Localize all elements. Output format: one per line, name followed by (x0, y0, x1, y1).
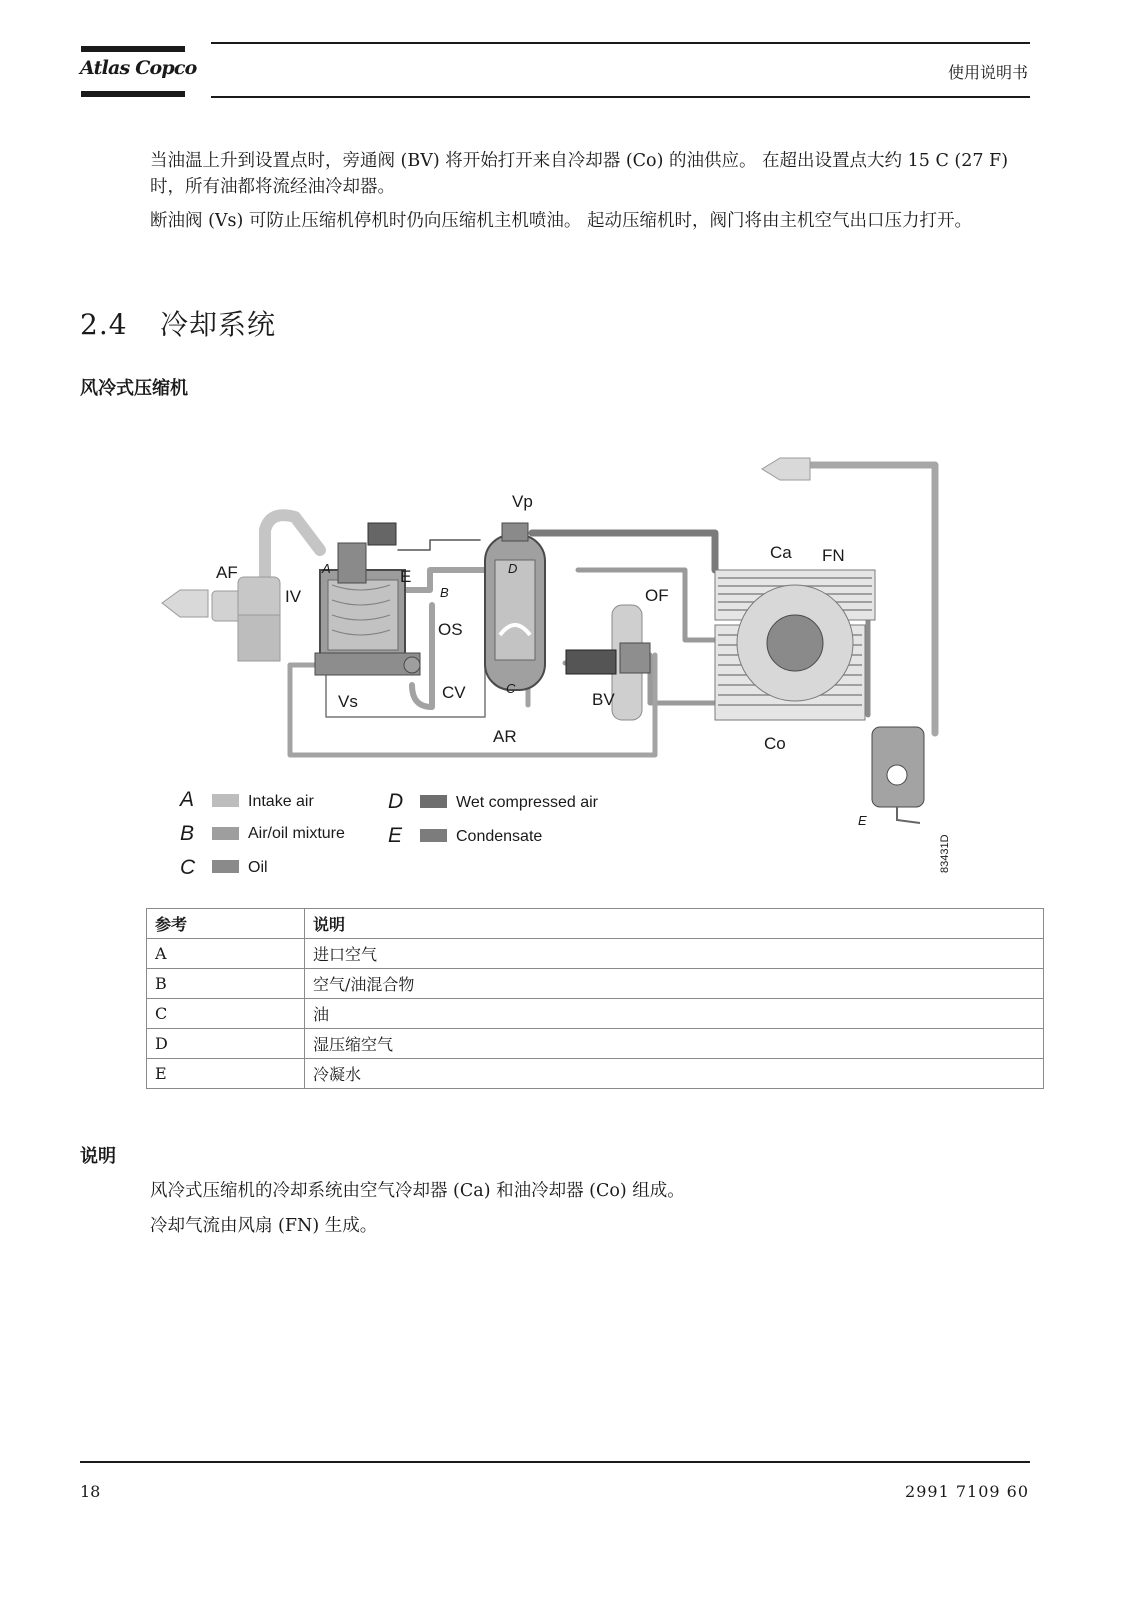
label-vs: Vs (338, 692, 358, 711)
label-ar: AR (493, 727, 517, 746)
notes-line-2: 冷却气流由风扇 (FN) 生成。 (150, 1216, 378, 1236)
table-cell-ref: C (147, 999, 305, 1029)
label-e-top: E (400, 567, 412, 586)
logo-bottom-bar (81, 91, 185, 97)
legend-letter-c: C (180, 856, 196, 879)
table-row (147, 1059, 1044, 1089)
footer-rule (80, 1461, 1030, 1463)
label-a: A (322, 561, 331, 576)
wet-air-pipe (532, 533, 715, 570)
diagram-legend (178, 788, 599, 879)
legend-letter-a: A (180, 788, 195, 811)
notes-line-1: 风冷式压缩机的冷却系统由空气冷却器 (Ca) 和油冷却器 (Co) 组成。 (150, 1181, 685, 1201)
label-os: OS (438, 620, 463, 639)
intake-elbow-pipe (265, 515, 320, 580)
table-header-row (147, 909, 1044, 939)
header-ref: 参考 (147, 909, 305, 939)
legend-swatch-e (420, 829, 447, 842)
table-cell-description: 空气/油混合物 (305, 969, 1044, 999)
legend-letter-b: B (180, 822, 195, 845)
label-iv: IV (285, 587, 302, 606)
table-row (147, 999, 1044, 1029)
document-number: 2991 7109 60 (905, 1482, 1029, 1501)
document-title: 使用说明书 (947, 63, 1028, 82)
section-title: 冷却系统 (160, 308, 277, 341)
label-ca: Ca (770, 543, 792, 562)
legend-letter-d: D (388, 790, 404, 813)
legend-label-e: Condensate (456, 828, 543, 845)
coolers (715, 570, 875, 720)
oil-separator (485, 523, 545, 690)
legend-label-d: Wet compressed air (456, 794, 598, 811)
intake-arrow-icon (162, 590, 208, 617)
header-rule-bottom (211, 96, 1030, 98)
table-cell-description: 进口空气 (305, 939, 1044, 969)
legend-label-c: Oil (248, 859, 268, 876)
legend-item-b (180, 822, 345, 845)
notes-heading: 说明 (80, 1146, 116, 1167)
oil-to-cooler-pipe (578, 570, 715, 640)
legend-swatch-b (212, 827, 239, 840)
table-cell-description: 油 (305, 999, 1044, 1029)
legend-swatch-a (212, 794, 239, 807)
section-heading (80, 303, 276, 343)
section-number: 2.4 (80, 308, 128, 341)
label-b: B (440, 585, 449, 600)
logo-top-bar (81, 46, 185, 52)
table-cell-ref: E (147, 1059, 305, 1089)
legend-item-a (178, 788, 314, 811)
cooling-system-diagram (150, 445, 990, 895)
label-c: C (506, 681, 516, 696)
reference-table (146, 908, 1044, 1089)
label-vp: Vp (512, 492, 533, 511)
section-subtitle: 风冷式压缩机 (80, 378, 188, 399)
legend-swatch-c (212, 860, 239, 873)
table-cell-ref: B (147, 969, 305, 999)
header-description: 说明 (305, 909, 1044, 939)
label-of: OF (645, 586, 669, 605)
label-d: D (508, 561, 518, 576)
legend-label-b: Air/oil mixture (248, 825, 345, 842)
label-cv: CV (442, 683, 466, 702)
table-row (147, 969, 1044, 999)
legend-item-d (388, 790, 599, 813)
label-fn: FN (822, 546, 845, 565)
header-rule-top (211, 42, 1030, 44)
table-row (147, 1029, 1044, 1059)
label-co: Co (764, 734, 786, 753)
oil-from-cooler-pipe (650, 655, 715, 703)
legend-label-a: Intake air (248, 793, 314, 810)
label-bv: BV (592, 690, 615, 709)
legend-swatch-d (420, 795, 447, 808)
legend-item-e (388, 824, 542, 847)
air-filter (212, 577, 280, 661)
control-line (398, 540, 480, 550)
table-cell-description: 湿压缩空气 (305, 1029, 1044, 1059)
intro-paragraph-1: 当油温上升到设置点时，旁通阀 (BV) 将开始打开来自冷却器 (Co) 的油供应。 在超出设置点大约 15 C (27 F) 时，所有油都将流经油冷却器。 (150, 151, 1009, 197)
logo-text: Atlas Copco (80, 57, 197, 79)
intro-paragraph-2: 断油阀 (Vs) 可防止压缩机停机时仍向压缩机主机喷油。 起动压缩机时，阀门将由主机空气出口压力打开。 (150, 211, 972, 231)
compressor-element (315, 523, 420, 675)
condensate-drain (872, 727, 924, 823)
table-cell-ref: D (147, 1029, 305, 1059)
table-row (147, 939, 1044, 969)
page-number: 18 (80, 1482, 101, 1501)
table-cell-ref: A (147, 939, 305, 969)
drawing-code: 83431D (939, 834, 951, 873)
legend-letter-e: E (388, 824, 403, 847)
legend-item-c (180, 856, 268, 879)
label-af: AF (216, 563, 238, 582)
exhaust-arrow-icon (762, 458, 810, 480)
table-cell-description: 冷凝水 (305, 1059, 1044, 1089)
label-e-drain: E (858, 813, 867, 828)
